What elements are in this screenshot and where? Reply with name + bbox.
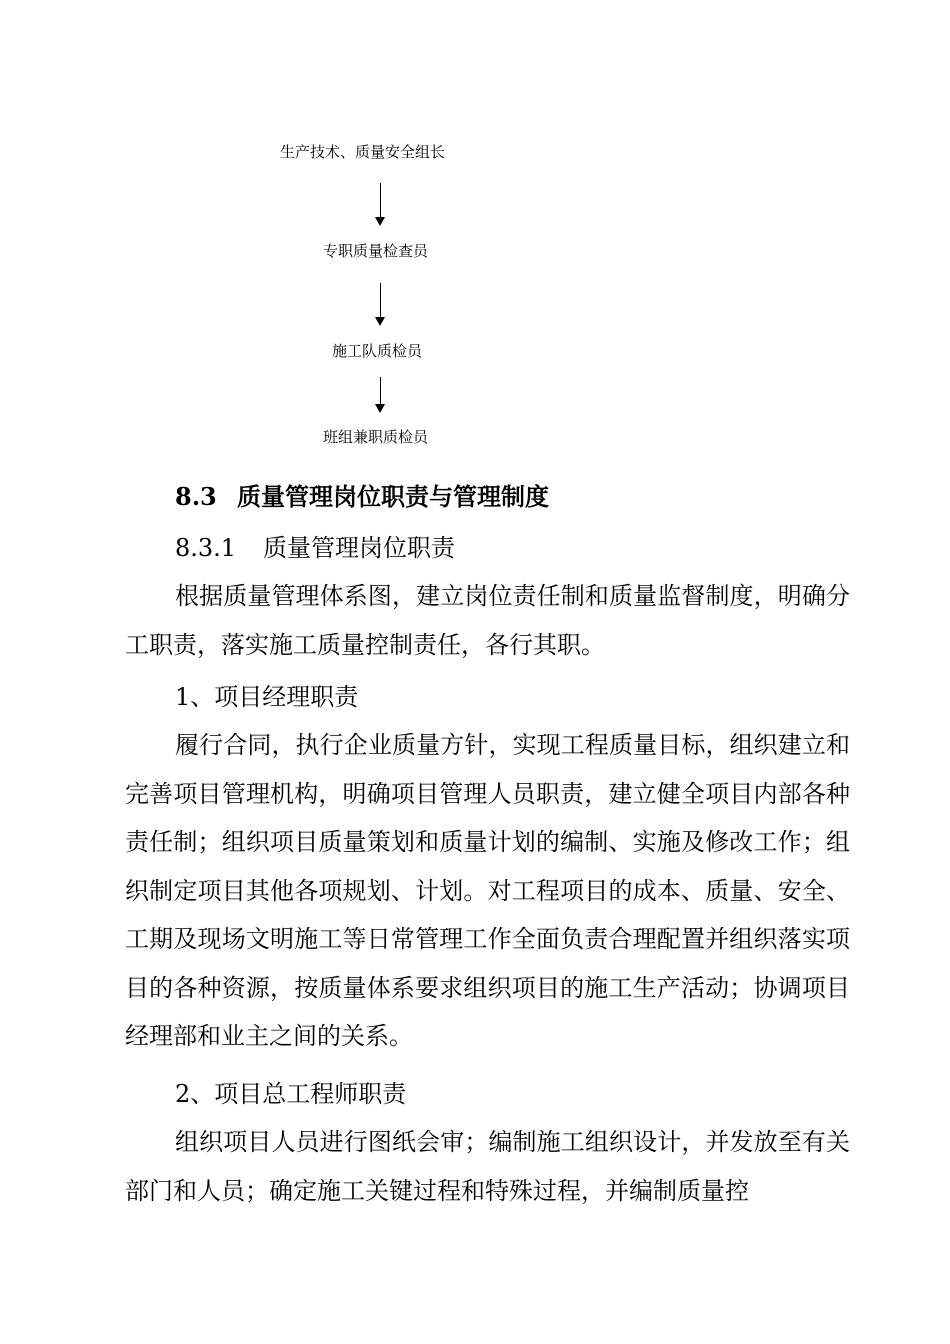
flow-node-2: 专职质量检查员 <box>323 242 429 260</box>
subsection-title: 质量管理岗位职责 <box>263 534 455 562</box>
item-2-paragraph: 组织项目人员进行图纸会审；编制施工组织设计，并发放至有关部门和人员；确定施工关键过程和特殊过程，并编制质量控 <box>125 1128 850 1205</box>
intro-paragraph: 根据质量管理体系图，建立岗位责任制和质量监督制度，明确分工职责，落实施工质量控制责任，各行其职。 <box>125 582 850 659</box>
flow-node-4: 班组兼职质检员 <box>323 428 429 446</box>
flow-arrow-3 <box>375 377 387 413</box>
subsection-heading <box>175 533 455 563</box>
flow-arrow-2 <box>375 283 387 327</box>
item-2-title: 2、项目总工程师职责 <box>175 1080 407 1108</box>
flow-arrow-1 <box>375 183 387 227</box>
subsection-number: 8.3.1 <box>175 534 237 562</box>
section-number: 8.3 <box>175 482 217 511</box>
item-1-title: 1、项目经理职责 <box>175 683 359 711</box>
flow-node-3: 施工队质检员 <box>332 342 423 360</box>
item-1-paragraph: 履行合同，执行企业质量方针，实现工程质量目标，组织建立和完善项目管理机构，明确项目管理人员职责，建立健全项目内部各种责任制；组织项目质量策划和质量计划的编制、实施及修改工作；组织制定项目其他各项规划、计划。对工程项目的成本、质量、安全、工期及现场文明施工等日常管理工作全面负责合理配置并组织落实项目的各种资源，按质量体系要求组织项目的施工生产活动；协调项目经理部和业主之间的关系。 <box>125 731 850 1050</box>
flow-node-1: 生产技术、质量安全组长 <box>280 143 446 161</box>
section-title: 质量管理岗位职责与管理制度 <box>237 482 549 511</box>
section-heading <box>175 482 549 512</box>
